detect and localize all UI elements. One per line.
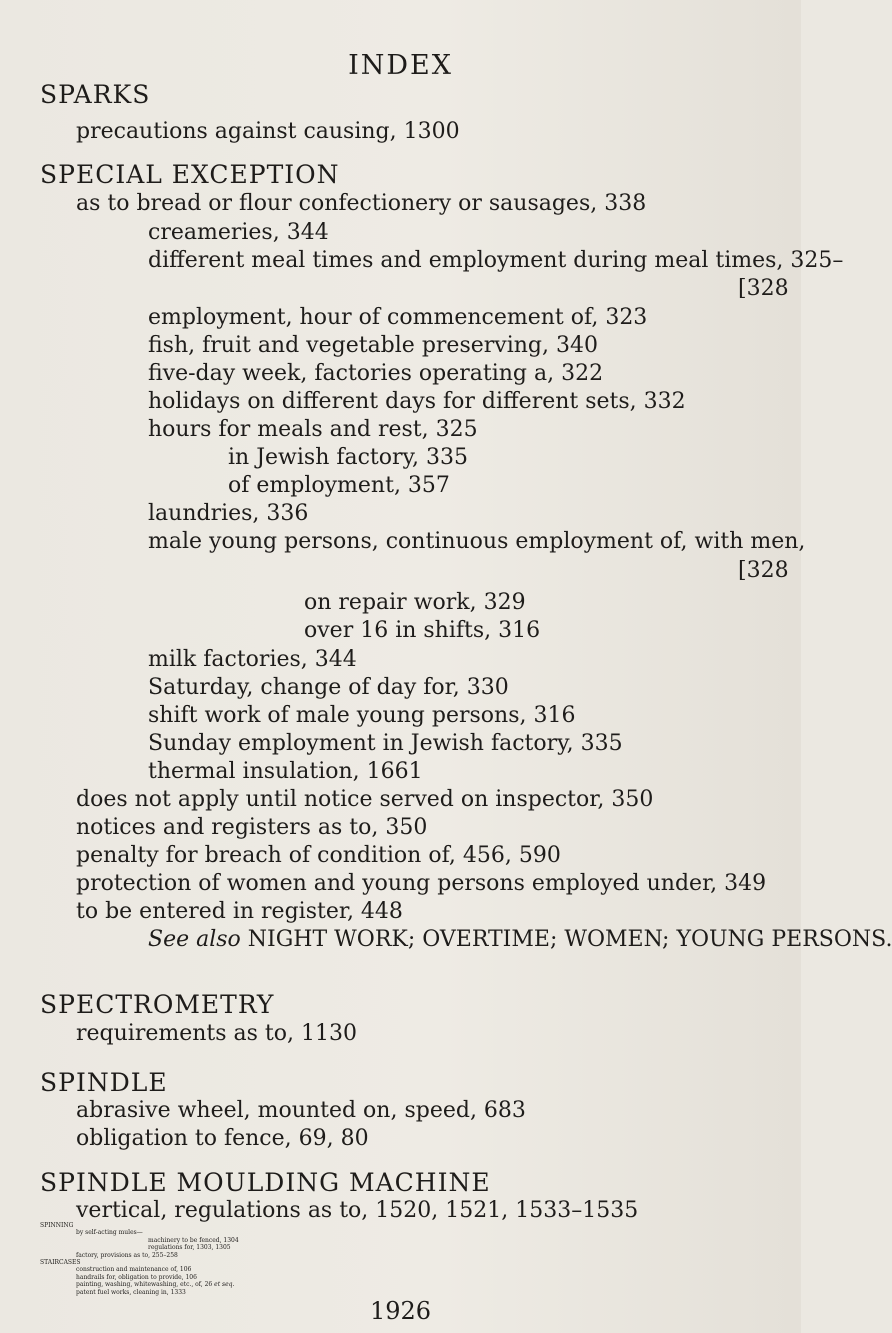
index-heading: SPINDLE [40, 1068, 168, 1097]
index-subentry: vertical, regulations as to, 1520, 1521, 1533–1535 [76, 1198, 639, 1223]
index-subentry: male young persons, continuous employment of, with men, [148, 529, 806, 554]
index-subentry: shift work of male young persons, 316 [148, 703, 576, 728]
index-subentry: milk factories, 344 [148, 647, 357, 672]
index-subentry: machinery to be fenced, 1304 [148, 1236, 239, 1244]
index-heading: SPINDLE MOULDING MACHINE [40, 1168, 491, 1197]
index-subentry: obligation to fence, 69, 80 [76, 1126, 369, 1151]
index-subentry: employment, hour of commencement of, 323 [148, 305, 648, 330]
index-subentry: requirements as to, 1130 [76, 1021, 357, 1046]
index-subentry: penalty for breach of condition of, 456, 590 [76, 843, 561, 868]
index-subentry: fish, fruit and vegetable preserving, 340 [148, 333, 598, 358]
lower-index-block [0, 1222, 801, 1297]
index-subentry: protection of women and young persons employed under, 349 [76, 871, 767, 896]
index-subentry: on repair work, 329 [304, 590, 526, 615]
index-subentry: by self-acting mules— [76, 1229, 143, 1237]
running-header: INDEX [348, 50, 453, 81]
index-subentry: to be entered in register, 448 [76, 899, 403, 924]
index-subentry: in Jewish factory, 335 [228, 445, 469, 470]
index-subentry: factory, provisions as to, 255–258 [76, 1251, 178, 1259]
index-subentry: five-day week, factories operating a, 322 [148, 361, 604, 386]
index-subentry [76, 1281, 234, 1288]
index-subentry: different meal times and employment during meal times, 325– [148, 248, 844, 273]
index-heading: SPINNING [40, 1222, 74, 1229]
index-subentry: regulations for, 1303, 1305 [148, 1244, 231, 1252]
page-number: 1926 [369, 1297, 432, 1325]
index-subentry: holidays on different days for different sets, 332 [148, 389, 686, 414]
index-subentry: hours for meals and rest, 325 [148, 417, 478, 442]
index-subentry: notices and registers as to, 350 [76, 815, 428, 840]
index-subentry: laundries, 336 [148, 501, 309, 526]
subentry-text: painting, washing, whitewashing, etc., of, 26 [76, 1281, 215, 1289]
index-subentry: Saturday, change of day for, 330 [148, 675, 509, 700]
et-seq: et seq. [214, 1281, 235, 1289]
index-subentry: construction and maintenance of, 106 [76, 1266, 192, 1274]
index-subentry: Sunday employment in Jewish factory, 335 [148, 731, 623, 756]
index-subentry: abrasive wheel, mounted on, speed, 683 [76, 1098, 526, 1123]
index-subentry: as to bread or flour confectionery or sausages, 338 [76, 191, 647, 216]
index-subentry: does not apply until notice served on inspector, 350 [76, 787, 654, 812]
see-also-label: See also [148, 927, 241, 952]
index-subentry: over 16 in shifts, 316 [304, 618, 541, 643]
index-continuation: [328 [738, 558, 789, 583]
index-heading: SPECTROMETRY [40, 990, 275, 1019]
see-also-refs: NIGHT WORK; OVERTIME; WOMEN; YOUNG PERSONS. [247, 927, 892, 952]
index-subentry: handrails for, obligation to provide, 106 [76, 1273, 197, 1281]
index-heading: SPARKS [40, 80, 151, 109]
index-subentry: thermal insulation, 1661 [148, 759, 423, 784]
index-subentry: of employment, 357 [228, 473, 450, 498]
index-continuation: [328 [738, 276, 789, 301]
index-subentry: patent fuel works, cleaning in, 1333 [76, 1288, 186, 1296]
index-heading: STAIRCASES [40, 1259, 81, 1266]
index-heading: SPECIAL EXCEPTION [40, 160, 340, 189]
see-also-line [148, 925, 892, 955]
index-subentry: precautions against causing, 1300 [76, 119, 460, 144]
index-subentry: creameries, 344 [148, 220, 329, 245]
